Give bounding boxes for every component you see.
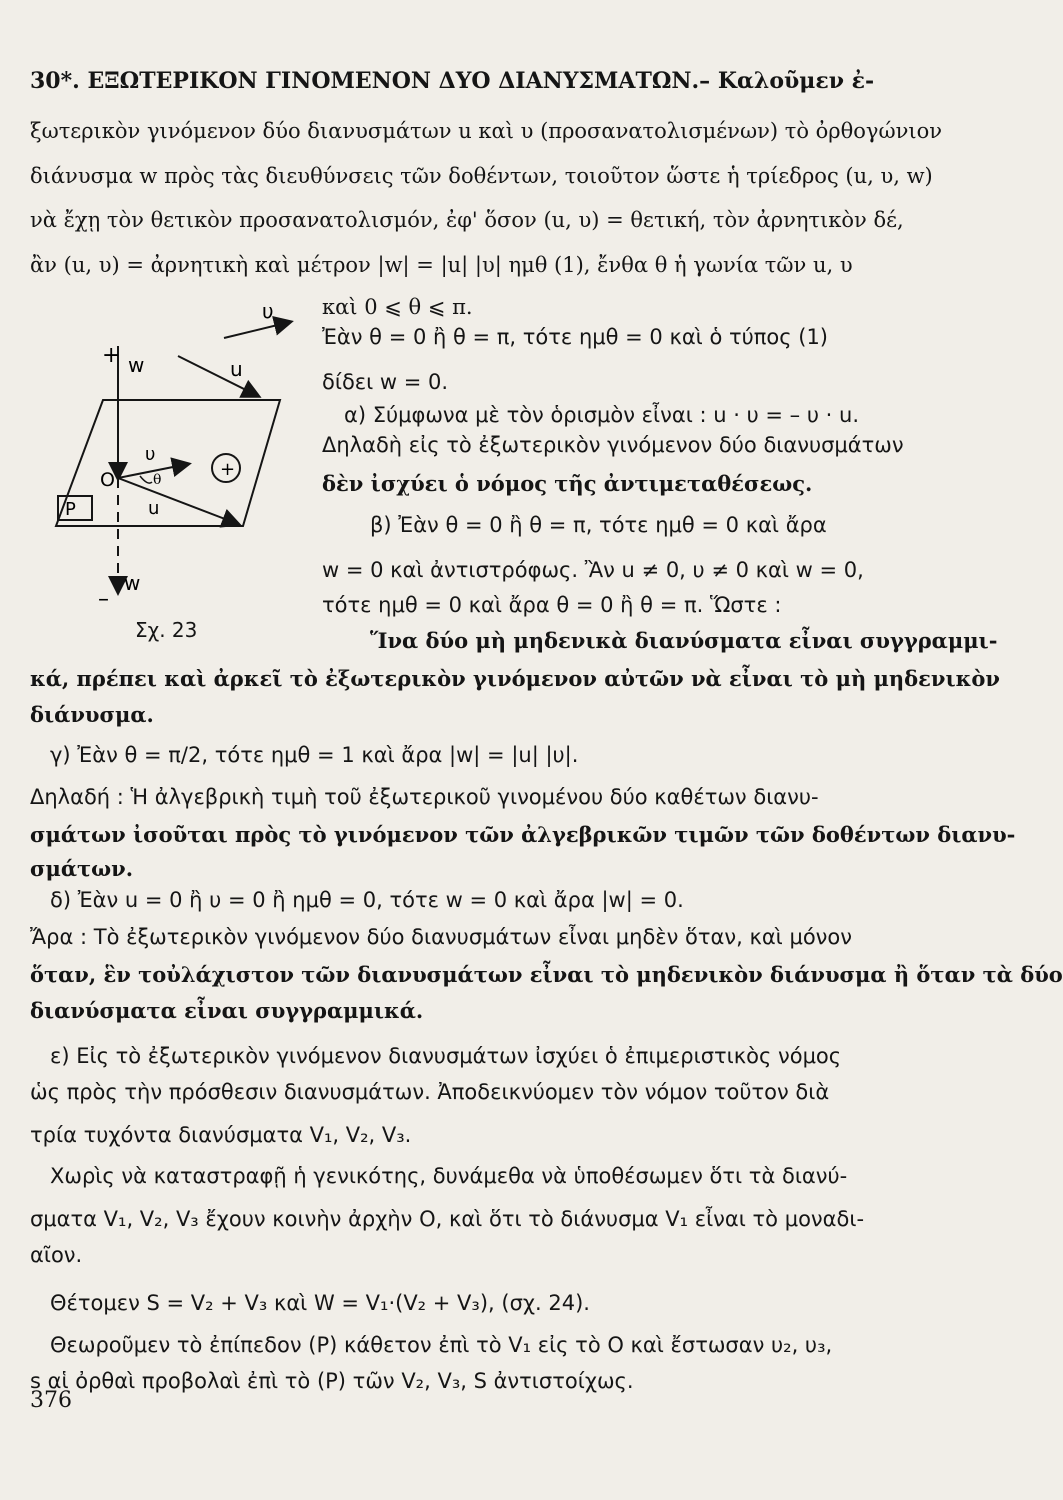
figure-23 — [48, 300, 320, 660]
text-line: δίδει w = 0. — [322, 370, 449, 394]
vector-u — [118, 478, 238, 524]
text-line: w = 0 καὶ ἀντιστρόφως. Ἂν u ≠ 0, υ ≠ 0 καὶ w = 0, — [322, 558, 864, 582]
text-line: s αἱ ὀρθαὶ προβολαὶ ἐπὶ τὸ (Ρ) τῶν V₂, V₃, S ἀντιστοίχως. — [30, 1369, 634, 1393]
page-number: 376 — [30, 1388, 72, 1413]
text-line: ε) Εἰς τὸ ἐξωτερικὸν γινόμενον διανυσμάτων ἰσχύει ὁ ἐπιμεριστικὸς νόμος — [50, 1044, 842, 1068]
text-line: τρία τυχόντα διανύσματα V₁, V₂, V₃. — [30, 1123, 412, 1147]
section-heading: 30*. ΕΞΩΤΕΡΙΚΟΝ ΓΙΝΟΜΕΝΟΝ ΔΥΟ ΔΙΑΝΥΣΜΑΤΩΝ.– Καλοῦμεν ἐ- — [30, 68, 875, 94]
text-line: Ἐὰν θ = 0 ἢ θ = π, τότε ημθ = 0 καὶ ὁ τύπος (1) — [322, 325, 828, 349]
text-line: δ) Ἐὰν u = 0 ἢ υ = 0 ἢ ημθ = 0, τότε w = 0 καὶ ἄρα |w| = 0. — [50, 888, 684, 912]
figure-caption: Σχ. 23 — [135, 618, 198, 642]
angle-arc — [140, 476, 152, 483]
vector-diagram — [48, 300, 320, 660]
text-line: Θέτομεν S = V₂ + V₃ καὶ W = V₁·(V₂ + V₃), (σχ. 24). — [50, 1291, 590, 1315]
label-plane: P — [65, 499, 76, 520]
text-line: Χωρὶς νὰ καταστραφῇ ἡ γενικότης, δυνάμεθα νὰ ὑποθέσωμεν ὅτι τὰ διανύ- — [50, 1164, 848, 1188]
text-line: τότε ημθ = 0 καὶ ἄρα θ = 0 ἢ θ = π. Ὥστε : — [322, 593, 782, 617]
label-u: u — [148, 498, 160, 519]
text-line: κά, πρέπει καὶ ἀρκεῖ τὸ ἐξωτερικὸν γινόμενον αὐτῶν νὰ εἶναι τὸ μὴ μηδενικὸν — [30, 666, 1000, 691]
text-line: καὶ 0 ⩽ θ ⩽ π. — [322, 295, 473, 319]
text-line: σματα V₁, V₂, V₃ ἔχουν κοινὴν ἀρχὴν Ο, καὶ ὅτι τὸ διάνυσμα V₁ εἶναι τὸ μοναδι- — [30, 1207, 865, 1231]
label-v-free: υ — [262, 299, 274, 323]
text-line: Δηλαδὴ εἰς τὸ ἐξωτερικὸν γινόμενον δύο διανυσμάτων — [322, 433, 904, 457]
plane-outline — [56, 400, 280, 526]
text-line: διανύσματα εἶναι συγγραμμικά. — [30, 998, 424, 1023]
label-v: υ — [145, 444, 156, 465]
label-u-free: u — [230, 357, 243, 381]
text-line: ὡς πρὸς τὴν πρόσθεσιν διανυσμάτων. Ἀποδεικνύομεν τὸν νόμον τοῦτον διὰ — [30, 1080, 830, 1104]
text-line: διάνυσμα. — [30, 702, 154, 727]
label-w-up: w — [128, 353, 145, 377]
minus-sign: – — [98, 587, 109, 612]
text-line: ὅταν, ἓν τοὐλάχιστον τῶν διανυσμάτων εἶναι τὸ μηδενικὸν διάνυσμα ἢ ὅταν τὰ δύο — [30, 962, 1063, 987]
label-theta: θ — [153, 472, 162, 488]
text-line: α) Σύμφωνα μὲ τὸν ὁρισμὸν εἶναι : u · υ = – υ · u. — [344, 403, 860, 427]
text-line: σμάτων ἰσοῦται πρὸς τὸ γινόμενον τῶν ἀλγεβρικῶν τιμῶν τῶν δοθέντων διανυ- — [30, 822, 1016, 847]
text-line: διάνυσμα w πρὸς τὰς διευθύνσεις τῶν δοθέντων, τοιοῦτον ὥστε ἡ τρίεδρος (u, υ, w) — [30, 164, 933, 188]
vector-v-free — [224, 322, 290, 338]
text-line: αῖον. — [30, 1243, 83, 1267]
text-line: γ) Ἐὰν θ = π/2, τότε ημθ = 1 καὶ ἄρα |w| = |u| |υ|. — [50, 743, 579, 767]
text-line: νὰ ἔχῃ τὸν θετικὸν προσανατολισμόν, ἐφ' ὅσον (u, υ) = θετική, τὸν ἀρνητικὸν δέ, — [30, 208, 904, 232]
text-line: Θεωροῦμεν τὸ ἐπίπεδον (Ρ) κάθετον ἐπὶ τὸ V₁ εἰς τὸ Ο καὶ ἔστωσαν υ₂, υ₃, — [50, 1333, 833, 1357]
text-line: Δηλαδή : Ἡ ἀλγεβρικὴ τιμὴ τοῦ ἐξωτερικοῦ γινομένου δύο καθέτων διανυ- — [30, 785, 819, 809]
vector-u-free — [178, 356, 258, 396]
text-line: ἂν (u, υ) = ἀρνητικὴ καὶ μέτρον |w| = |u| |υ| ημθ (1), ἔνθα θ ἡ γωνία τῶν u, υ — [30, 253, 853, 277]
plus-sign: + — [102, 343, 121, 368]
orientation-plus: + — [220, 459, 236, 480]
label-w-down: w — [124, 571, 141, 595]
label-origin: O — [100, 469, 115, 491]
text-line: δὲν ἰσχύει ὁ νόμος τῆς ἀντιμεταθέσεως. — [322, 471, 813, 496]
text-line: β) Ἐὰν θ = 0 ἢ θ = π, τότε ημθ = 0 καὶ ἄρα — [370, 513, 827, 537]
text-line: ξωτερικὸν γινόμενον δύο διανυσμάτων u καὶ υ (προσανατολισμένων) τὸ ὀρθογώνιον — [30, 119, 943, 143]
text-line: σμάτων. — [30, 856, 134, 881]
text-line: Ἵνα δύο μὴ μηδενικὰ διανύσματα εἶναι συγγραμμι- — [370, 628, 998, 653]
text-line: Ἄρα : Τὸ ἐξωτερικὸν γινόμενον δύο διανυσμάτων εἶναι μηδὲν ὅταν, καὶ μόνον — [30, 925, 852, 949]
